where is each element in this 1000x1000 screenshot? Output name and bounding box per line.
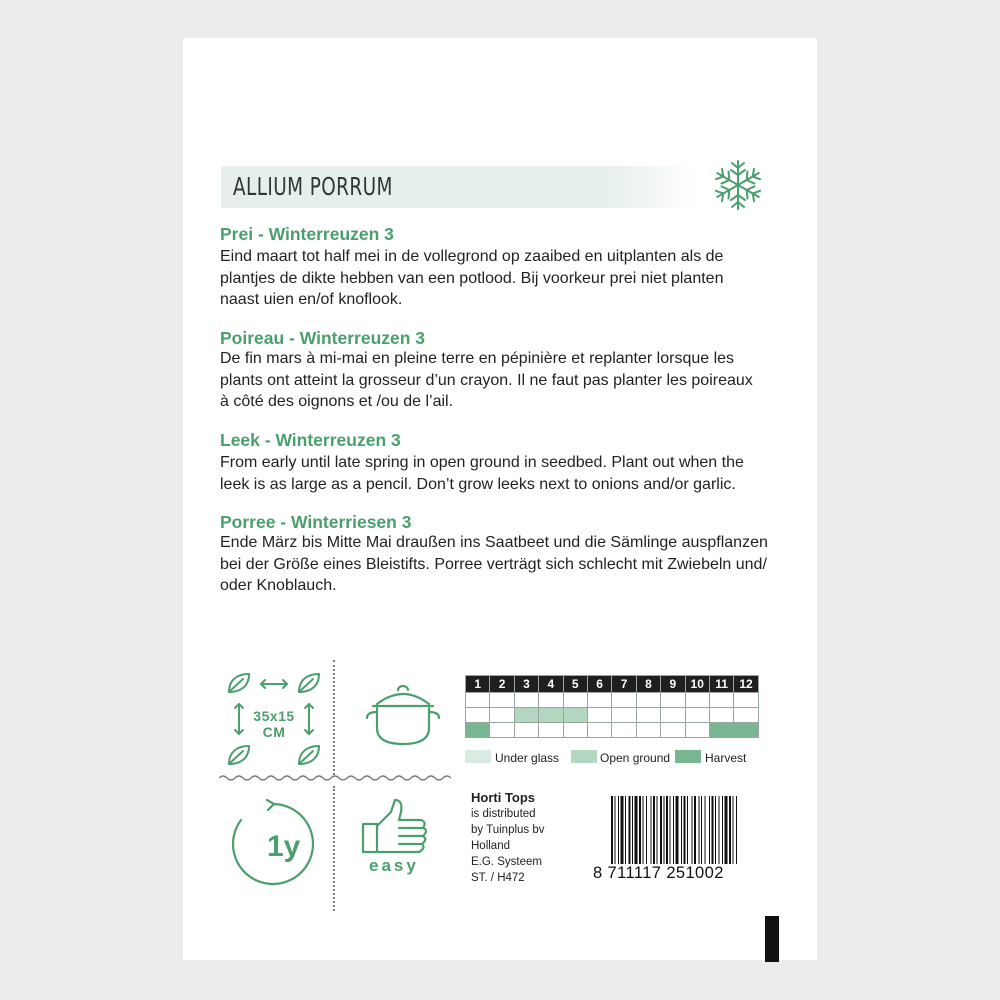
barcode-bar [651, 796, 652, 864]
body-line: à côté des oignons et /ou de l’ail. [220, 393, 454, 410]
spacing-dimensions: 35x15 [253, 708, 295, 724]
legend-label-harvest: Harvest [705, 751, 747, 765]
body-line: Ende März bis Mitte Mai draußen ins Saatbeet und die Sämlinge auspflanzen [220, 534, 768, 551]
section-body-en [220, 452, 783, 495]
sowing-calendar [465, 675, 759, 738]
divider-wavy [219, 774, 451, 782]
lifecycle-label: 1y [267, 830, 301, 863]
cell-under-glass [612, 693, 636, 708]
barcode-bar [673, 796, 674, 864]
legend-swatch-open-ground [571, 750, 597, 763]
month-header: 9 [661, 676, 685, 693]
barcode-bar [701, 796, 702, 864]
section-body-nl [220, 246, 783, 311]
barcode-bar [646, 796, 647, 864]
distributor-line: Holland [471, 840, 510, 852]
cell-open-ground [636, 708, 660, 723]
divider-vertical [333, 786, 335, 911]
barcode-bar [705, 796, 706, 864]
legend-swatch-harvest [675, 750, 701, 763]
barcode-bar [618, 796, 619, 864]
cell-harvest [661, 723, 685, 738]
month-header: 3 [514, 676, 538, 693]
body-line: From early until late spring in open ground in seedbed. Plant out when the [220, 454, 744, 471]
cell-harvest [466, 723, 490, 738]
barcode-bar [666, 796, 668, 864]
section-body-de [220, 532, 783, 597]
barcode-bar [684, 796, 686, 864]
species-title: ALLIUM PORRUM [233, 172, 393, 201]
barcode-bar [699, 796, 700, 864]
cell-open-ground [466, 708, 490, 723]
barcode-bar [639, 796, 641, 864]
cell-open-ground [514, 708, 538, 723]
cell-harvest [563, 723, 587, 738]
month-header: 12 [734, 676, 758, 693]
barcode-bar [715, 796, 716, 864]
divider-vertical [333, 660, 335, 775]
cell-open-ground [563, 708, 587, 723]
cell-under-glass [490, 693, 514, 708]
barcode-bar [657, 796, 658, 864]
cell-open-ground [661, 708, 685, 723]
cell-under-glass [661, 693, 685, 708]
month-header: 4 [539, 676, 563, 693]
difficulty-label: easy [369, 856, 419, 875]
body-line: Eind maart tot half mei in de vollegrond op zaaibed en uitplanten als de [220, 248, 724, 265]
barcode-bar [722, 796, 723, 864]
cell-harvest [709, 723, 733, 738]
body-line: plants ont atteint la grosseur d’un crayon. Il ne faut pas planter les poireaux [220, 371, 753, 389]
barcode-bar [635, 796, 638, 864]
legend-label-open-ground: Open ground [600, 751, 671, 765]
month-header: 5 [563, 676, 587, 693]
spacing-unit: CM [262, 724, 286, 740]
body-line: bei der Größe eines Bleistifts. Porree verträgt sich schlecht mit Zwiebeln und/ [220, 555, 767, 573]
calendar-row-under-glass [466, 693, 759, 708]
cell-harvest [539, 723, 563, 738]
barcode-bar [664, 796, 665, 864]
cell-open-ground [612, 708, 636, 723]
barcode [611, 796, 776, 871]
cell-under-glass [466, 693, 490, 708]
barcode-bar [687, 796, 688, 864]
cell-under-glass [709, 693, 733, 708]
cell-harvest [490, 723, 514, 738]
distributor-line: ST. / H472 [471, 872, 525, 884]
cell-under-glass [734, 693, 758, 708]
barcode-bar [692, 796, 693, 864]
barcode-bar [729, 796, 731, 864]
month-header: 7 [612, 676, 636, 693]
section-title-en: Leek - Winterreuzen 3 [220, 430, 401, 450]
cell-harvest [612, 723, 636, 738]
barcode-bar [733, 796, 734, 864]
barcode-bar [694, 796, 696, 864]
body-line: naast uien en/of knoflook. [220, 291, 403, 308]
barcode-bar [712, 796, 714, 864]
cell-open-ground [685, 708, 709, 723]
legend-swatch-under-glass [465, 750, 491, 763]
cell-open-ground [734, 708, 758, 723]
section-body-fr [220, 348, 783, 413]
month-header: 6 [587, 676, 611, 693]
body-line: De fin mars à mi-mai en pleine terre en pépinière et replanter lorsque les [220, 350, 735, 367]
month-header: 8 [636, 676, 660, 693]
barcode-bar [629, 796, 631, 864]
snowflake-icon [711, 158, 765, 212]
cell-harvest [685, 723, 709, 738]
calendar-row-harvest [466, 723, 759, 738]
barcode-bar [709, 796, 710, 864]
distributor-info [471, 790, 545, 886]
cell-under-glass [587, 693, 611, 708]
legend-label-under-glass: Under glass [495, 751, 560, 765]
month-header: 10 [685, 676, 709, 693]
month-header: 11 [709, 676, 733, 693]
barcode-bar [676, 796, 679, 864]
cell-harvest [636, 723, 660, 738]
month-header: 2 [490, 676, 514, 693]
barcode-bar [621, 796, 624, 864]
registration-mark [765, 916, 779, 962]
barcode-bar [736, 796, 737, 864]
cell-harvest [587, 723, 611, 738]
body-line: leek is as large as a pencil. Don’t grow leeks next to onions and/or garlic. [220, 475, 736, 493]
thumbs-up-icon [359, 796, 439, 856]
cell-under-glass [685, 693, 709, 708]
cell-open-ground [587, 708, 611, 723]
section-title-fr: Poireau - Winterreuzen 3 [220, 328, 426, 348]
section-title-nl: Prei - Winterreuzen 3 [220, 224, 394, 244]
cell-harvest [514, 723, 538, 738]
month-header: 1 [466, 676, 490, 693]
cell-open-ground [709, 708, 733, 723]
cell-under-glass [563, 693, 587, 708]
section-title-de: Porree - Winterriesen 3 [220, 512, 412, 532]
distributor-line: by Tuinplus bv [471, 824, 545, 836]
barcode-bar [632, 796, 633, 864]
cell-open-ground [539, 708, 563, 723]
brand-name: Horti Tops [471, 790, 536, 805]
cell-under-glass [539, 693, 563, 708]
cell-under-glass [636, 693, 660, 708]
barcode-bar [615, 796, 616, 864]
barcode-bar [670, 796, 671, 864]
distributor-line: E.G. Systeem [471, 856, 542, 868]
calendar-row-open-ground [466, 708, 759, 723]
barcode-bar [625, 796, 626, 864]
cell-open-ground [490, 708, 514, 723]
cell-under-glass [514, 693, 538, 708]
barcode-bar [681, 796, 682, 864]
barcode-bar [653, 796, 655, 864]
barcode-bar [719, 796, 720, 864]
calendar-months-row [466, 676, 759, 693]
barcode-bar [660, 796, 662, 864]
barcode-bar [725, 796, 728, 864]
calendar-legend [465, 750, 783, 766]
barcode-digits: 8 711117 251002 [593, 864, 724, 882]
seed-packet-back [183, 38, 817, 960]
barcode-bar [611, 796, 613, 864]
body-line: oder Knoblauch. [220, 577, 337, 594]
cooking-pot-icon [363, 678, 443, 750]
distributor-line: is distributed [471, 808, 536, 820]
cell-harvest [734, 723, 758, 738]
barcode-bar [643, 796, 644, 864]
body-line: plantjes de dikte hebben van een potlood. Bij voorkeur prei niet planten [220, 269, 724, 287]
